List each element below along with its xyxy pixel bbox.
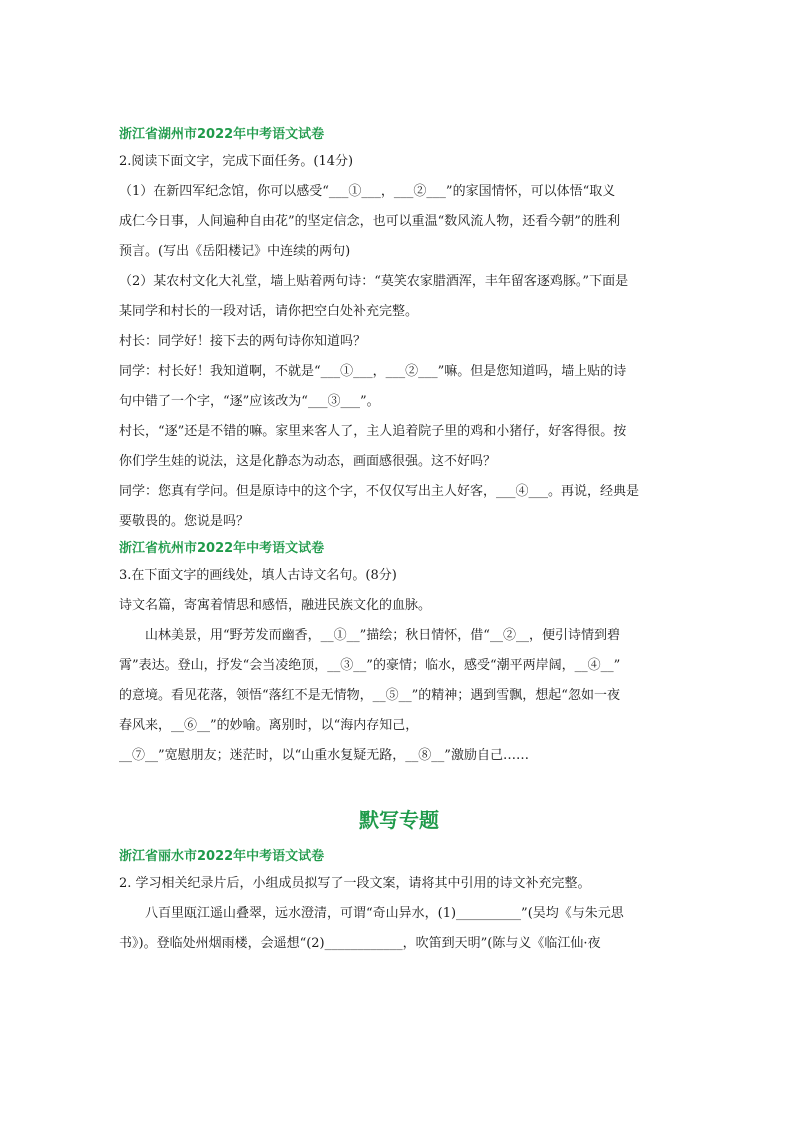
question-line: 你们学生娃的说法，这是化静态为动态，画面感很强。这不好吗？: [119, 454, 497, 469]
question-line: （2）某农村文化大礼堂，墙上贴着两句诗：“莫笑农家腊酒浑，丰年留客逐鸡豚。”下面是: [119, 274, 629, 289]
question-line: 霄”表达。登山，抒发“会当凌绝顶，__③__”的豪情；临水，感受“潮平两岸阔，__④__”: [119, 658, 621, 673]
source-title: 浙江省湖州市2022年中考语文试卷: [119, 127, 325, 142]
question-line: 要敬畏的。您说是吗？: [119, 514, 250, 529]
question-line: 诗文名篇，寄寓着情思和感悟，融进民族文化的血脉。: [119, 598, 432, 613]
question-line: 同学：您真有学问。但是原诗中的这个字，不仅仅写出主人好客，___④___。再说，经典是: [119, 484, 640, 499]
question-line: （1）在新四军纪念馆，你可以感受“___①___，___②___”的家国情怀，可以体悟“取义: [119, 184, 616, 199]
source-title: 浙江省杭州市2022年中考语文试卷: [119, 541, 325, 556]
question-line: 某同学和村长的一段对话，请你把空白处补充完整。: [119, 304, 419, 319]
question-line: 预言。(写出《岳阳楼记》中连续的两句): [119, 244, 351, 259]
question-line: 2.阅读下面文字，完成下面任务。(14分): [119, 154, 354, 169]
question-line: 村长，“逐”还是不错的嘛。家里来客人了，主人追着院子里的鸡和小猪仔，好客得很。按: [119, 424, 627, 439]
question-line: 村长：同学好！接下去的两句诗你知道吗？: [119, 334, 367, 349]
question-line: 2. 学习相关纪录片后，小组成员拟写了一段文案，请将其中引用的诗文补充完整。: [119, 876, 591, 891]
source-title: 浙江省丽水市2022年中考语文试卷: [119, 849, 325, 864]
question-line: 春风来，__⑥__”的妙喻。离别时，以“海内存知己，: [119, 718, 419, 733]
document-content: [119, 123, 679, 959]
question-line: 同学：村长好！我知道啊，不就是“___①___，___②___”嘛。但是您知道吗，墙上贴的诗: [119, 364, 627, 379]
question-line: 成仁今日事，人间遍种自由花”的坚定信念，也可以重温“数风流人物，还看今朝”的胜利: [119, 214, 620, 229]
question-line: __⑦__”宽慰朋友；迷茫时，以“山重水复疑无路，__⑧__”激励自己……: [119, 748, 529, 763]
question-line: 八百里瓯江遥山叠翠，远水澄清，可谓“奇山异水，(1)__________”(吴均《与朱元思: [145, 906, 624, 921]
section-heading: 默写专题: [359, 808, 439, 832]
question-line: 书》)。登临处州烟雨楼，会遥想“(2)____________，吹笛到天明”(陈与义《临江仙·夜: [119, 936, 601, 951]
question-line: 句中错了一个字，“逐”应该改为“___③___”。: [119, 394, 380, 409]
question-line: 山林美景，用“野芳发而幽香，__①__”描绘；秋日情怀，借“__②__，便引诗情到碧: [145, 628, 620, 643]
question-line: 3.在下面文字的画线处，填人古诗文名句。(8分): [119, 568, 397, 583]
question-line: 的意境。看见花落，领悟“落红不是无情物，__⑤__”的精神；遇到雪飘，想起“忽如一夜: [119, 688, 620, 703]
